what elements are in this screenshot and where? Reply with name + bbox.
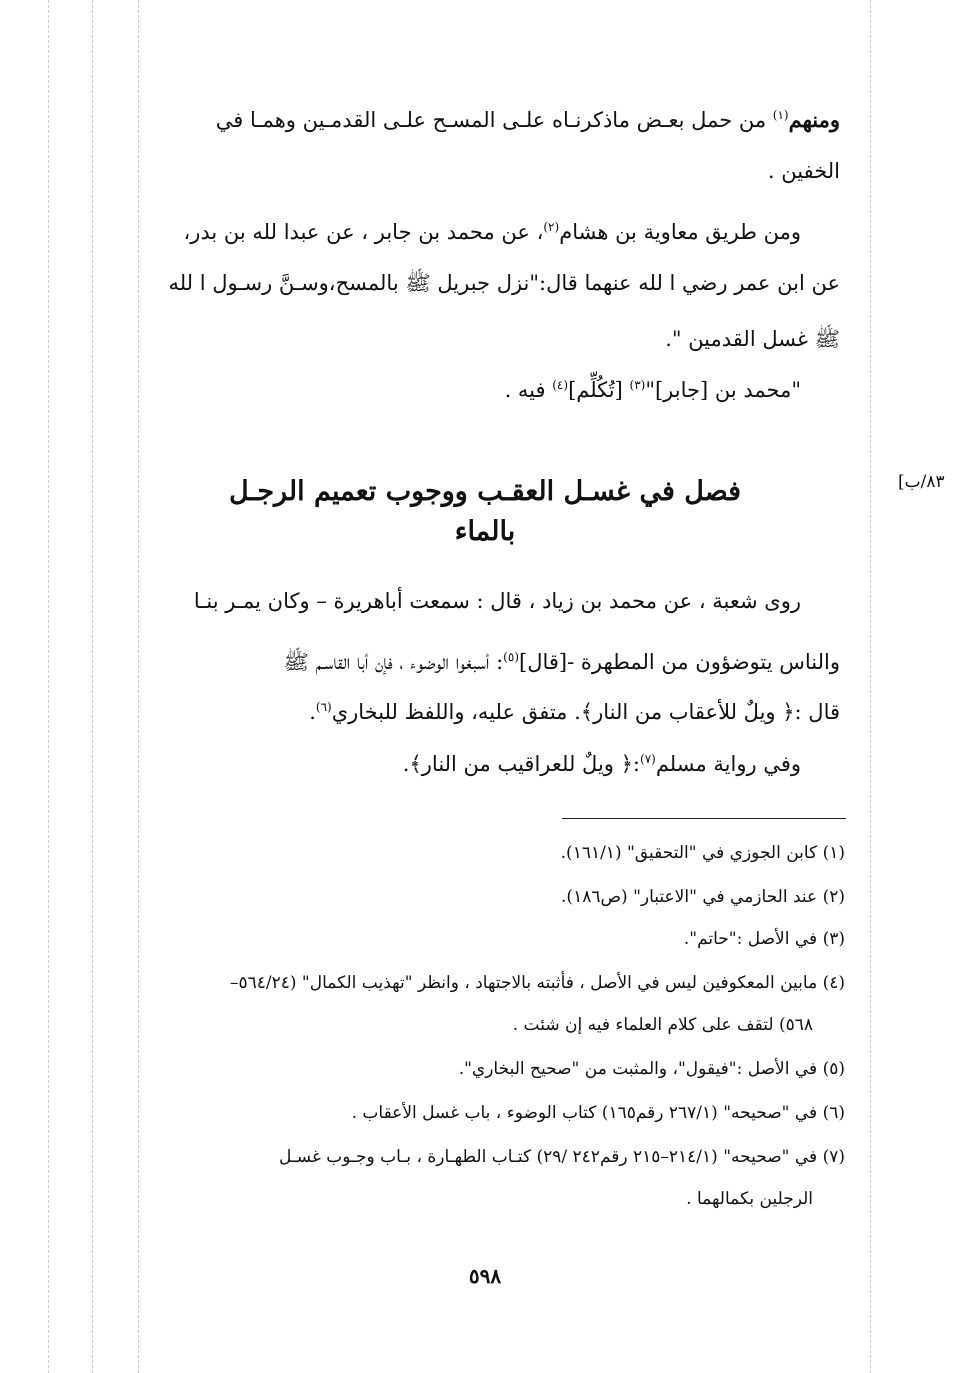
section-heading: فصل في غسـل العقـب ووجوب تعميم الرجـل بالماء [228, 476, 742, 547]
line-text: فيه . [504, 378, 553, 402]
footnote-ref: (٤) [552, 378, 569, 392]
body-line [183, 212, 801, 247]
body-line: روى شعبة ، عن محمد بن زياد ، قال : سمعت أباهريرة – وكان يمـر بنـا [193, 589, 801, 613]
line-text: :﴿ ويلٌ للعراقيب من النار﴾. [402, 752, 640, 776]
lead-word: ومنهم [788, 107, 840, 132]
page-number: ٥٩٨ [468, 1264, 502, 1288]
body-line: الخفين . [767, 159, 840, 183]
footnote-5: (٥) في الأصل :"فيقول"، والمثبت من "صحيح البخاري". [458, 1059, 845, 1079]
line-text: ، عن محمد بن جابر ، عن عبدا لله بن بدر، [183, 220, 544, 244]
footnote-ref: (٧) [640, 752, 656, 766]
body-line [216, 100, 840, 135]
line-text: ومن طريق معاوية بن هشام [559, 220, 801, 244]
body-line: عن ابن عمر رضي ا لله عنهما قال:"نزل جبريل ﷺ بالمسح،وسـنَّ رسـول ا لله [168, 271, 840, 295]
footnote-ref: (٥) [503, 650, 519, 664]
scan-guide-line [138, 0, 139, 1373]
body-line [309, 692, 840, 727]
footnote-4: (٤) مابين المعكوفين ليس في الأصل ، فأثبته بالاجتهاد ، وانظر "تهذيب الكمال" (٥٦٤/٢٤– [230, 973, 845, 993]
body-line [505, 370, 801, 405]
line-text: قال :﴿ ويلٌ للأعقاب من النار﴾. متفق عليه، واللفظ للبخاري [331, 700, 840, 724]
footnote-7: (٧) في "صحيحه" (٢١٤/١–٢١٥ رقم٢٤٢ /٢٩) كتـاب الطهـارة ، بـاب وجـوب غسـل [278, 1147, 845, 1167]
footnote-3: (٣) في الأصل :"حاتم". [683, 929, 845, 949]
footnote-ref: (١) [772, 108, 789, 122]
line-text: : أسبغوا الوضوء ، فإن أبا القاسـم ﷺ [283, 650, 504, 674]
line-text: . [309, 700, 316, 724]
line-text: وفي رواية مسلم [655, 752, 801, 776]
body-line: ﷺ غسل القدمين ". [665, 327, 840, 351]
line-text: [تُكُلِّم] [568, 378, 630, 402]
scan-guide-line [48, 0, 49, 1373]
scan-guide-line [870, 0, 871, 1373]
footnote-ref: (٣) [629, 378, 646, 392]
footnote-6: (٦) في "صحيحه" (٢٦٧/١ رقم١٦٥) كتاب الوضوء ، باب غسل الأعقاب . [351, 1103, 845, 1123]
line-text: من حمل بعـض ماذكرنـاه علـى المسـح علـى القدمـين وهمـا في [215, 108, 773, 132]
footnote-4-continued: ٥٦٨) لتقف على كلام العلماء فيه إن شئت . [512, 1015, 813, 1035]
footnote-separator [562, 818, 846, 819]
body-line [284, 642, 840, 677]
body-line [403, 744, 801, 779]
footnote-ref: (٦) [315, 700, 332, 714]
line-text: "محمد بن [جابر]" [645, 378, 801, 402]
footnote-7-continued: الرجلين بكمالهما . [686, 1189, 813, 1209]
line-text: والناس يتوضؤون من المطهرة -[قال] [519, 650, 840, 674]
folio-margin-note: ٨٣/ب] [898, 472, 945, 492]
scan-guide-line [92, 0, 93, 1373]
footnote-1: (١) كابن الجوزي في "التحقيق" (١٦١/١). [560, 843, 845, 863]
footnote-ref: (٢) [543, 220, 560, 234]
footnote-2: (٢) عند الحازمي في "الاعتبار" (ص١٨٦). [561, 887, 845, 907]
